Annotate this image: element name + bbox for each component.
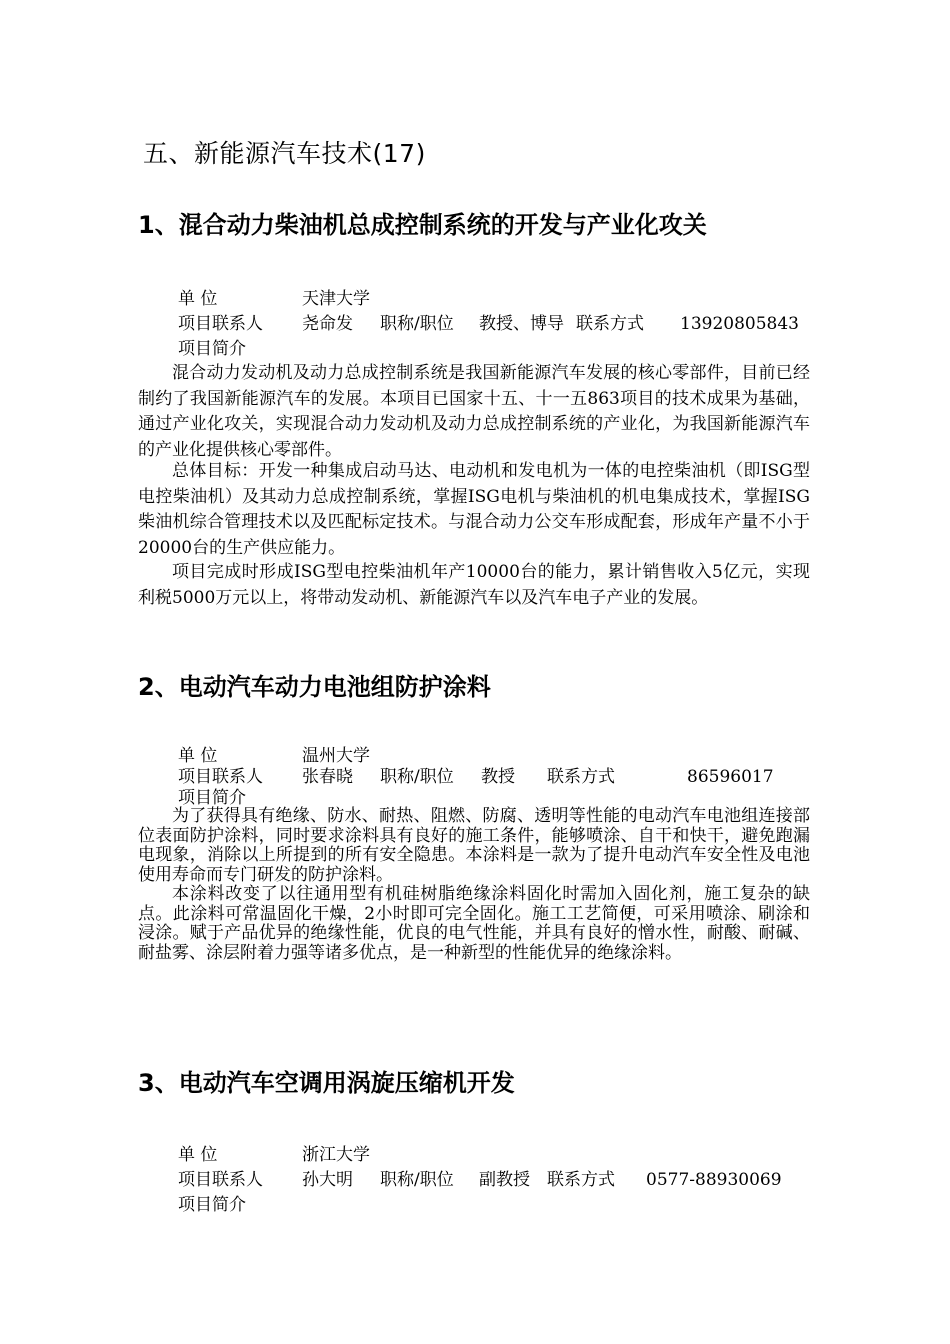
project-3-intro-label: 项目简介 <box>178 1195 246 1215</box>
contact-label: 项目联系人 <box>178 767 263 787</box>
position-value: 教授 <box>481 767 515 787</box>
contact-value: 尧命发 <box>302 314 353 334</box>
project-2-paragraph-2: 本涂料改变了以往通用型有机硅树脂绝缘涂料固化时需加入固化剂，施工复杂的缺点。此涂料可常温固化干燥，2小时即可完全固化。施工工艺简便，可采用喷涂、刷涂和浸涂。赋于产品优异的绝缘性能，优良的电气性能，并具有良好的憎水性，耐酸、耐碱、耐盐雾、涂层附着力强等诸多优点，是一种新型的性能优异的绝缘涂料。 <box>138 884 810 963</box>
contact-value: 张春晓 <box>302 767 353 787</box>
project-2-title: 2、电动汽车动力电池组防护涂料 <box>138 673 491 701</box>
position-label: 职称/职位 <box>380 767 454 787</box>
project-1-paragraph-1: 混合动力发动机及动力总成控制系统是我国新能源汽车发展的核心零部件，目前已经制约了我国新能源汽车的发展。本项目已国家十五、十一五863项目的技术成果为基础，通过产业化攻关，实现混合动力发动机及动力总成控制系统的产业化，为我国新能源汽车的产业化提供核心零部件。 <box>138 363 810 460</box>
position-value: 副教授 <box>479 1170 530 1190</box>
project-2-intro-label: 项目简介 <box>178 788 246 808</box>
project-1-intro-label: 项目简介 <box>178 339 246 359</box>
phone-label: 联系方式 <box>547 1170 615 1190</box>
unit-value: 浙江大学 <box>302 1145 370 1165</box>
project-1-paragraph-3: 项目完成时形成ISG型电控柴油机年产10000台的能力，累计销售收入5亿元，实现利税5000万元以上，将带动发动机、新能源汽车以及汽车电子产业的发展。 <box>138 562 810 608</box>
phone-value: 0577-88930069 <box>646 1170 782 1190</box>
phone-value: 86596017 <box>687 767 774 787</box>
unit-label: 单 位 <box>178 289 218 309</box>
phone-value: 13920805843 <box>680 314 799 334</box>
position-label: 职称/职位 <box>380 1170 454 1190</box>
position-label: 职称/职位 <box>380 314 454 334</box>
unit-label: 单 位 <box>178 746 218 766</box>
phone-label: 联系方式 <box>576 314 644 334</box>
project-1-title: 1、混合动力柴油机总成控制系统的开发与产业化攻关 <box>138 211 707 239</box>
project-2-paragraph-1: 为了获得具有绝缘、防水、耐热、阻燃、防腐、透明等性能的电动汽车电池组连接部位表面防护涂料，同时要求涂料具有良好的施工条件，能够喷涂、自干和快干，避免跑漏电现象，消除以上所提到的所有安全隐患。本涂料是一款为了提升电动汽车安全性及电池使用寿命而专门研发的防护涂料。 <box>138 806 810 885</box>
contact-label: 项目联系人 <box>178 1170 263 1190</box>
unit-value: 温州大学 <box>302 746 370 766</box>
project-1-paragraph-2: 总体目标：开发一种集成启动马达、电动机和发电机为一体的电控柴油机（即ISG型电控柴油机）及其动力总成控制系统，掌握ISG电机与柴油机的机电集成技术，掌握ISG柴油机综合管理技术以及匹配标定技术。与混合动力公交车形成配套，形成年产量不小于20000台的生产供应能力。 <box>138 461 810 558</box>
project-3-title: 3、电动汽车空调用涡旋压缩机开发 <box>138 1069 515 1097</box>
contact-value: 孙大明 <box>302 1170 353 1190</box>
unit-value: 天津大学 <box>302 289 370 309</box>
section-title: 五、新能源汽车技术(17) <box>143 139 426 168</box>
unit-label: 单 位 <box>178 1145 218 1165</box>
phone-label: 联系方式 <box>547 767 615 787</box>
contact-label: 项目联系人 <box>178 314 263 334</box>
position-value: 教授、博导 <box>479 314 564 334</box>
